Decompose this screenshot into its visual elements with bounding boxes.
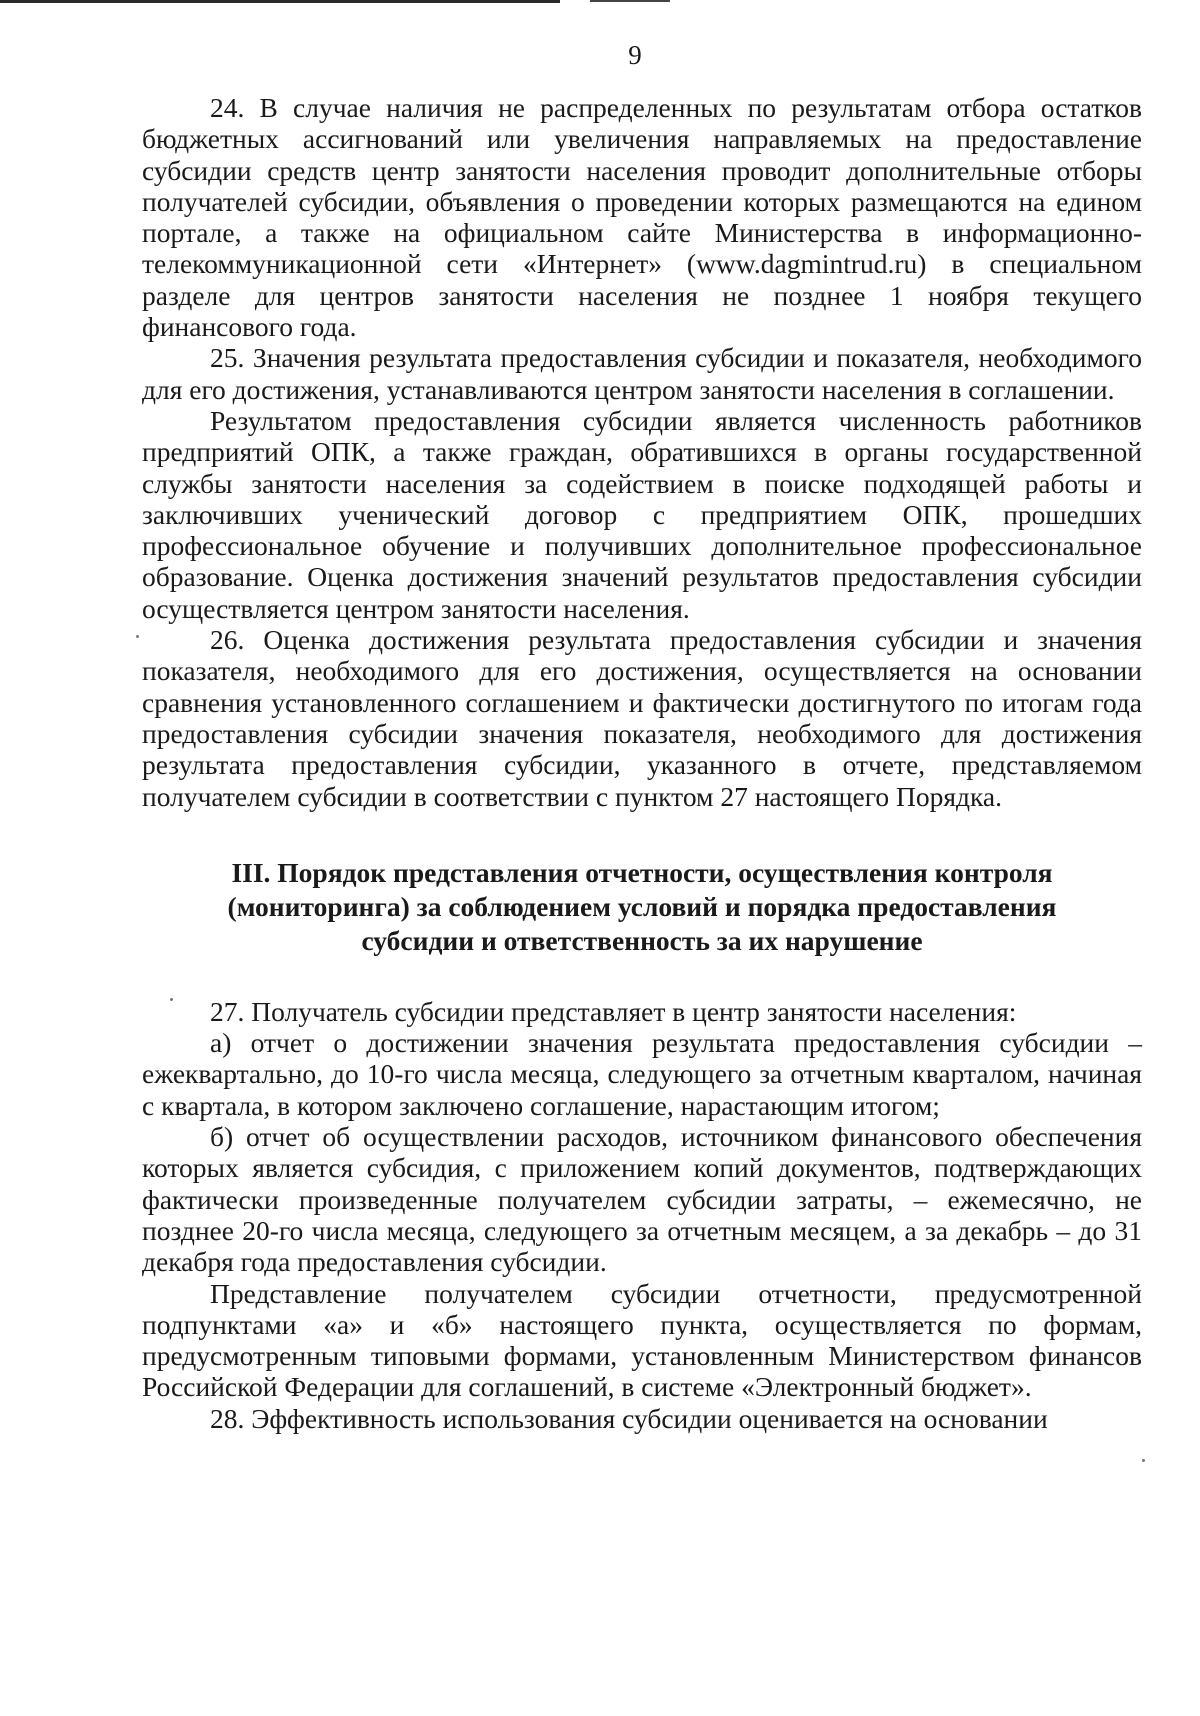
document-body bbox=[142, 92, 1142, 1434]
scan-speck bbox=[1142, 1459, 1145, 1462]
section-heading-line-3: субсидии и ответственность за их нарушение bbox=[361, 924, 923, 956]
scan-speck bbox=[136, 635, 139, 638]
section-heading-line-2: (мониторинга) за соблюдением условий и порядка предоставления bbox=[227, 890, 1057, 922]
page-number: 9 bbox=[628, 40, 642, 70]
scan-speck bbox=[170, 998, 173, 1001]
paragraph-27-a: а) отчет о достижении значения результата предоставления субсидии – ежеквартально, до 10-го числа месяца, следующего за отчетным кварталом, начиная с квартала, в котором заключено соглашение, нарастающим итогом; bbox=[142, 1027, 1142, 1121]
paragraph-25: 25. Значения результата предоставления субсидии и показателя, необходимого для его достижения, устанавливаются центром занятости населения в соглашении. bbox=[142, 342, 1142, 405]
paragraph-26: 26. Оценка достижения результата предоставления субсидии и значения показателя, необходимого для его достижения, осуществляется на основании сравнения установленного соглашением и фактически достигнутого по итогам года предоставления субсидии значения показателя, необходимого для достижения результата предоставления субсидии, указанного в отчете, представляемом получателем субсидии в соответствии с пунктом 27 настоящего Порядка. bbox=[142, 624, 1142, 812]
scan-top-edge bbox=[0, 0, 560, 3]
section-heading-iii bbox=[142, 856, 1142, 958]
section-heading-line-1: III. Порядок представления отчетности, осуществления контроля bbox=[231, 856, 1053, 888]
paragraph-24: 24. В случае наличия не распределенных по результатам отбора остатков бюджетных ассигнований или увеличения направляемых на предоставление субсидии средств центр занятости населения проводит дополнительные отборы получателей субсидии, объявления о проведении которых размещаются на едином портале, а также на официальном сайте Министерства в информационно-телекоммуникационной сети «Интернет» (www.dagmintrud.ru) в специальном разделе для центров занятости населения не позднее 1 ноября текущего финансового года. bbox=[142, 92, 1142, 343]
scan-top-edge-fragment bbox=[590, 0, 670, 2]
paragraph-28: 28. Эффективность использования субсидии оценивается на основании bbox=[210, 1402, 1048, 1434]
paragraph-25-result: Результатом предоставления субсидии является численность работников предприятий ОПК, а также граждан, обратившихся в органы государственной службы занятости населения за содействием в поиске подходящей работы и заключивших ученический договор с предприятием ОПК, прошедших профессиональное обучение и получивших дополнительное профессиональное образование. Оценка достижения значений результатов предоставления субсидии осуществляется центром занятости населения. bbox=[142, 404, 1142, 624]
paragraph-27: 27. Получатель субсидии представляет в центр занятости населения: bbox=[210, 995, 1017, 1027]
paragraph-27-forms: Представление получателем субсидии отчетности, предусмотренной подпунктами «а» и «б» настоящего пункта, осуществляется по формам, предусмотренным типовыми формами, установленным Министерством финансов Российской Федерации для соглашений, в системе «Электронный бюджет». bbox=[142, 1277, 1142, 1403]
paragraph-27-b: б) отчет об осуществлении расходов, источником финансового обеспечения которых является субсидия, с приложением копий документов, подтверждающих фактически произведенные получателем субсидии затраты, – ежемесячно, не позднее 20-го числа месяца, следующего за отчетным месяцем, а за декабрь – до 31 декабря года предоставления субсидии. bbox=[142, 1121, 1142, 1278]
